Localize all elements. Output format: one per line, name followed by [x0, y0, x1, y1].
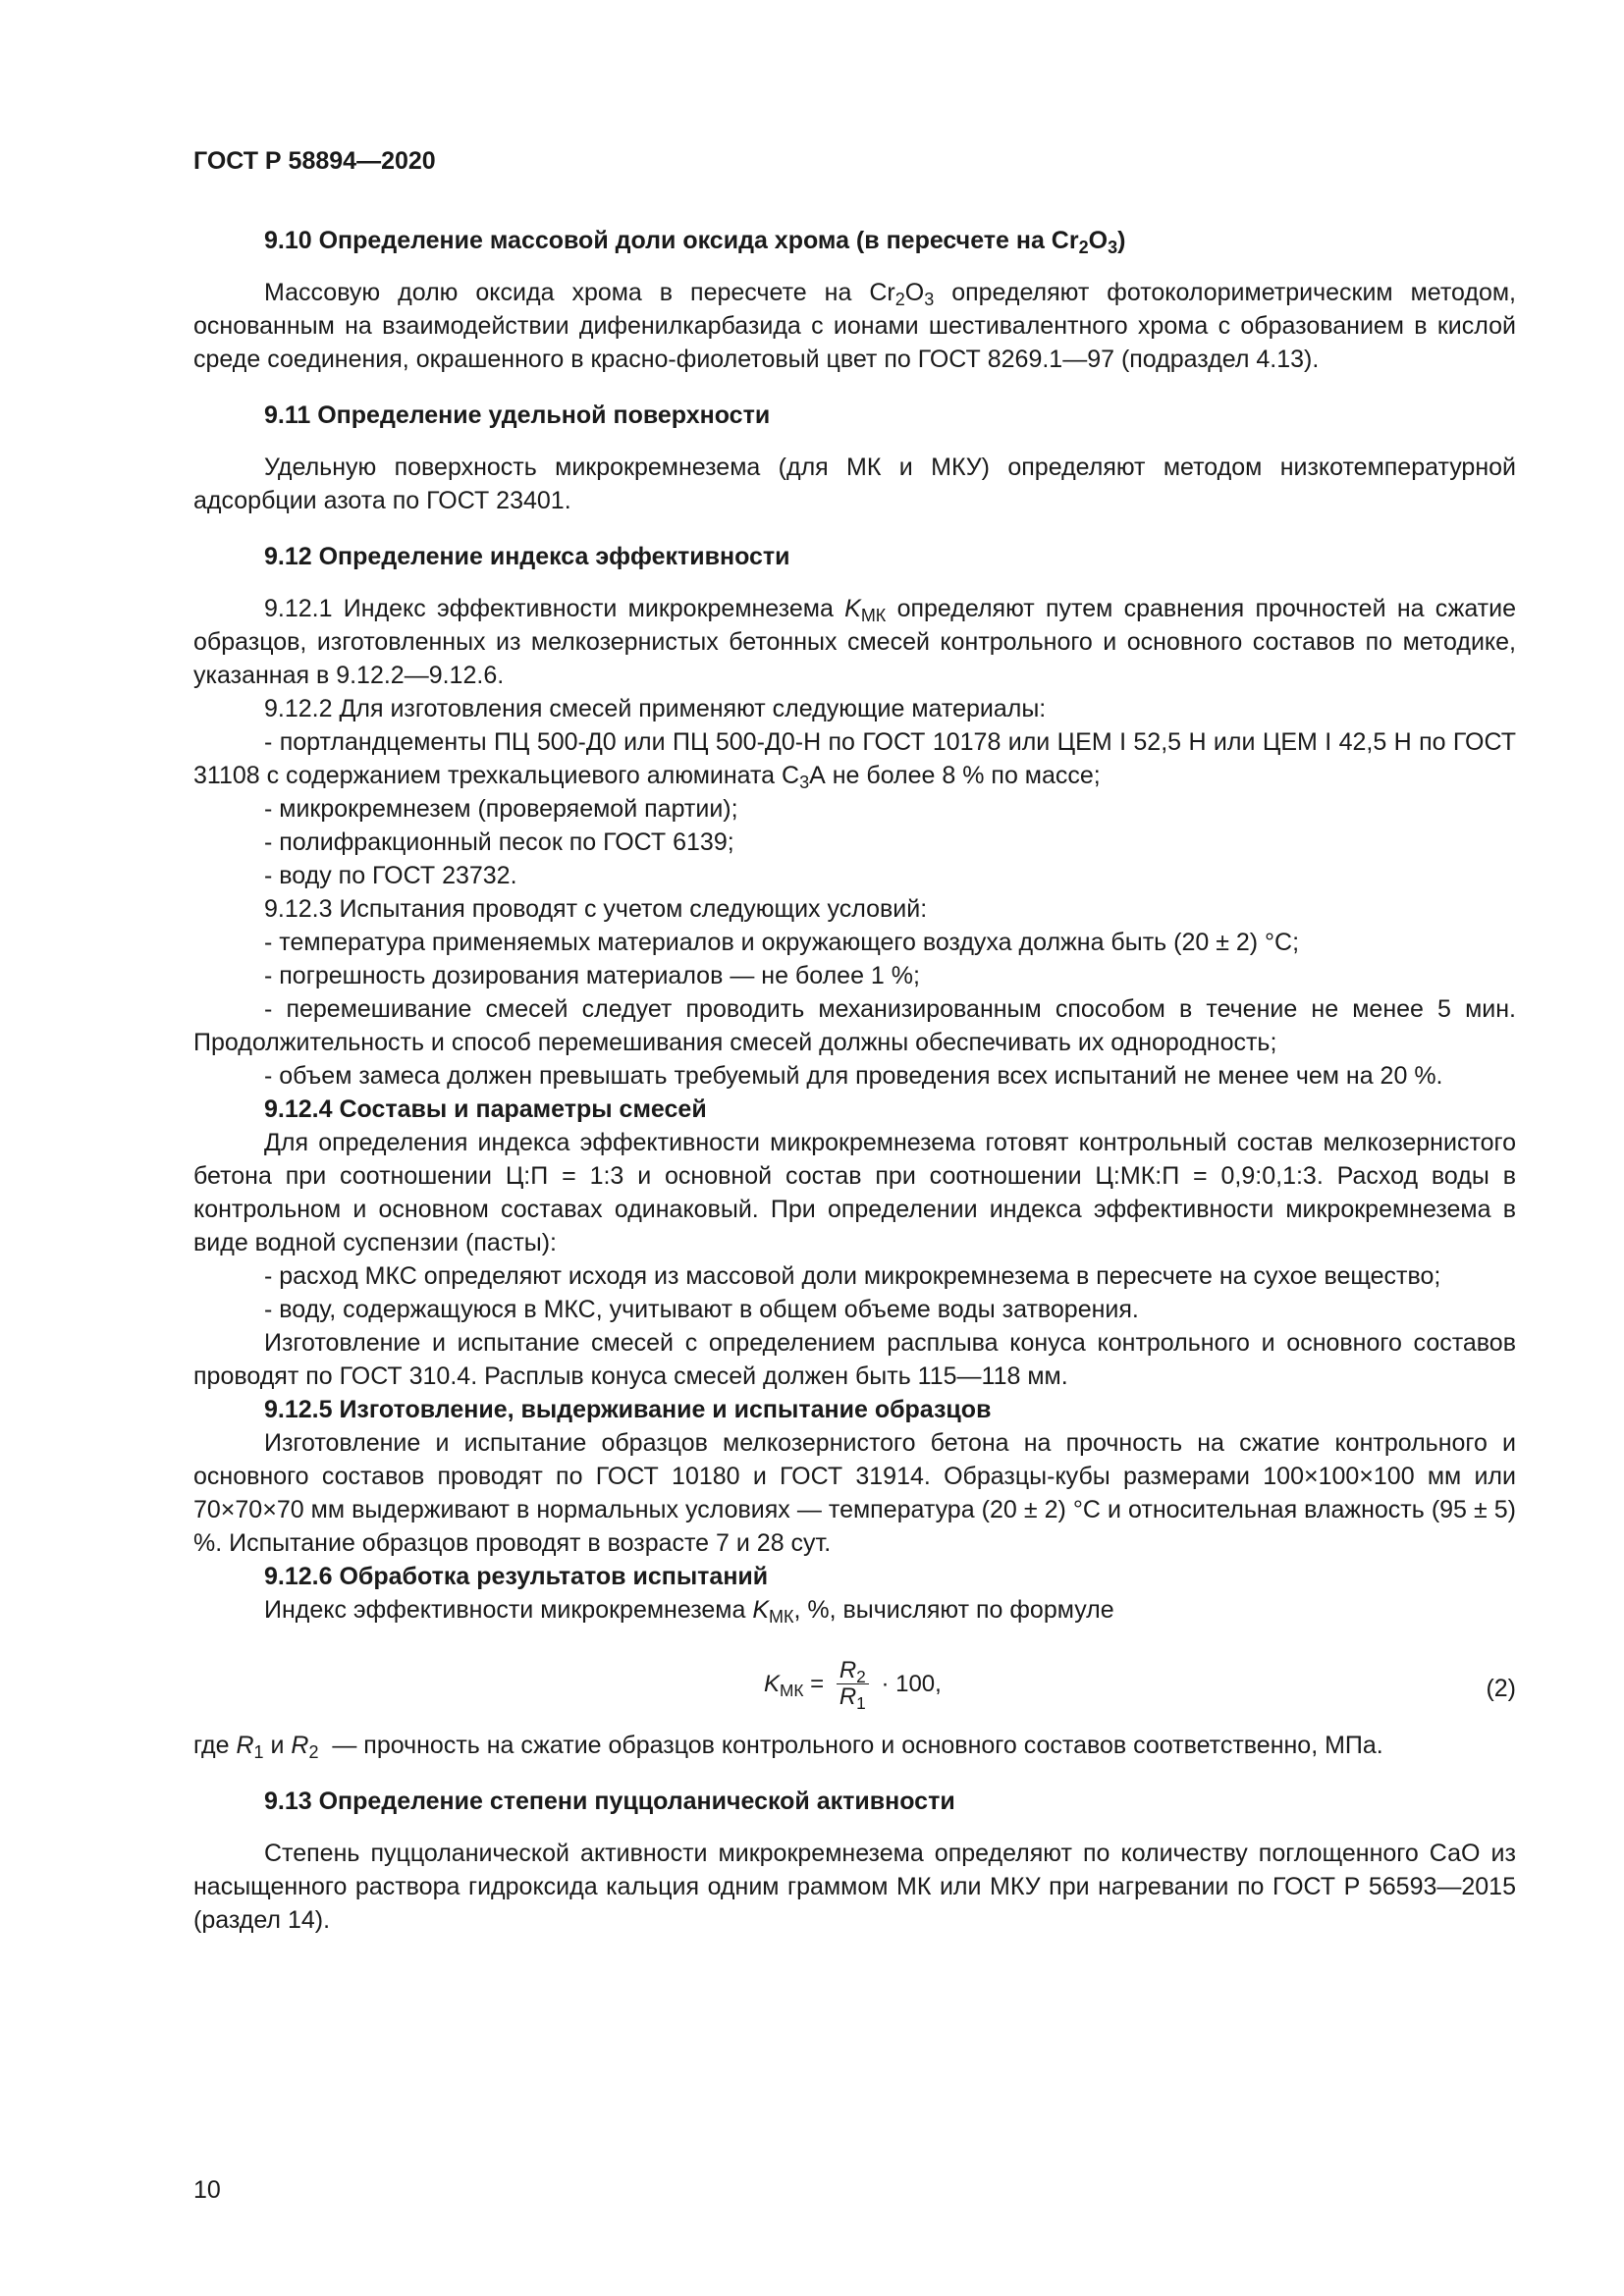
subsection-heading-9-12-5: 9.12.5 Изготовление, выдерживание и испытание образцов [264, 1396, 992, 1423]
section-heading-9-13: 9.13 Определение степени пуццоланической активности [264, 1788, 955, 1815]
paragraph-9-12-3: 9.12.3 Испытания проводят с учетом следующих условий: [264, 895, 928, 923]
list-item: - воду по ГОСТ 23732. [264, 862, 517, 889]
paragraph-9-10: Массовую долю оксида хрома в пересчете на $Cr_2O_3$ определяют фотоколориметрическим методом, основанным на взаимодействии дифенилкарбазида с ионами шестивалентного хрома с образованием в кислой среде соединения, окрашенного в красно-фиолетовый цвет по ГОСТ 8269.1—97 (подраздел 4.13). [193, 279, 1516, 373]
list-item: - воду, содержащуюся в МКС, учитывают в общем объеме воды затворения. [264, 1296, 1139, 1323]
list-item: - полифракционный песок по ГОСТ 6139; [264, 828, 734, 856]
list-item: - температура применяемых материалов и окружающего воздуха должна быть (20 ± 2) °С; [264, 929, 1300, 956]
document-body [193, 224, 1516, 1937]
section-heading-9-11: 9.11 Определение удельной поверхности [264, 401, 771, 429]
paragraph-9-11: Удельную поверхность микрокремнезема (для МК и МКУ) определяют методом низкотемпературной адсорбции азота по ГОСТ 23401. [193, 454, 1516, 514]
formula-number: (2) [1486, 1675, 1516, 1702]
section-heading-9-12: 9.12 Определение индекса эффективности [264, 543, 790, 570]
paragraph-9-13: Степень пуццоланической активности микрокремнезема определяют по количеству поглощенного СаО из насыщенного раствора гидроксида кальция одним граммом МК или МКУ при нагревании по ГОСТ Р 56593—2015 (раздел 14). [193, 1840, 1516, 1934]
formula-body: $K_{МК}$ = $\frac{R_2}{R_1}$ · 100, [764, 1657, 942, 1713]
subsection-heading-9-12-4: 9.12.4 Составы и параметры смесей [264, 1095, 707, 1123]
page-number: 10 [193, 2176, 221, 2204]
formula-fraction: $\frac{R_2}{R_1}$ [837, 1658, 869, 1710]
list-item: - погрешность дозирования материалов — не более 1 %; [264, 962, 920, 989]
list-item: - портландцементы ПЦ 500-Д0 или ПЦ 500-Д0-Н по ГОСТ 10178 или ЦЕМ I 52,5 Н или ЦЕМ I 42,5 Н по ГОСТ 31108 с содержанием трехкальциевого алюмината $С_3А$ не более 8 % по массе; [193, 728, 1516, 792]
paragraph-9-12-2: 9.12.2 Для изготовления смесей применяют следующие материалы: [264, 695, 1047, 722]
document-header: ГОСТ Р 58894—2020 [193, 147, 436, 175]
formula-legend: где $R_1$ и $R_2$ — прочность на сжатие образцов контрольного и основного составов соответственно, МПа. [193, 1732, 1383, 1762]
formula-2 [193, 1644, 1516, 1723]
paragraph-9-12-4: Для определения индекса эффективности микрокремнезема готовят контрольный состав мелкозернистого бетона при соотношении Ц:П = 1:3 и основной состав при соотношении Ц:МК:П = 0,9:0,1:3. Расход воды в контрольном и основном составах одинаковый. При определении индекса эффективности микрокремнезема в виде водной суспензии (пасты): [193, 1129, 1516, 1256]
subsection-heading-9-12-6: 9.12.6 Обработка результатов испытаний [264, 1563, 769, 1590]
paragraph-9-12-6: Индекс эффективности микрокремнезема $K_{МК}$, %, вычисляют по формуле [264, 1596, 1114, 1627]
list-item: - микрокремнезем (проверяемой партии); [264, 795, 738, 823]
list-item: - расход МКС определяют исходя из массовой доли микрокремнезема в пересчете на сухое вещество; [264, 1262, 1441, 1290]
paragraph-9-12-5: Изготовление и испытание образцов мелкозернистого бетона на прочность на сжатие контрольного и основного составов проводят по ГОСТ 10180 и ГОСТ 31914. Образцы-кубы размерами 100×100×100 мм или 70×70×70 мм выдерживают в нормальных условиях — температура (20 ± 2) °С и относительная влажность (95 ± 5) %. Испытание образцов проводят в возрасте 7 и 28 сут. [193, 1429, 1516, 1557]
paragraph-9-12-4-cone: Изготовление и испытание смесей с определением расплыва конуса контрольного и основного составов проводят по ГОСТ 310.4. Расплыв конуса смесей должен быть 115—118 мм. [193, 1329, 1516, 1390]
paragraph-9-12-1: 9.12.1 Индекс эффективности микрокремнезема $K_{МК}$ определяют путем сравнения прочностей на сжатие образцов, изготовленных из мелкозернистых бетонных смесей контрольного и основного составов по методике, указанная в 9.12.2—9.12.6. [193, 595, 1516, 689]
list-item: - объем замеса должен превышать требуемый для проведения всех испытаний не менее чем на 20 %. [264, 1062, 1443, 1090]
list-item: - перемешивание смесей следует проводить механизированным способом в течение не менее 5 мин. Продолжительность и способ перемешивания смесей должны обеспечивать их однородность; [193, 995, 1516, 1056]
section-heading-9-10: 9.10 Определение массовой доли оксида хрома (в пересчете на $Cr_2O_3$) [264, 227, 1126, 257]
